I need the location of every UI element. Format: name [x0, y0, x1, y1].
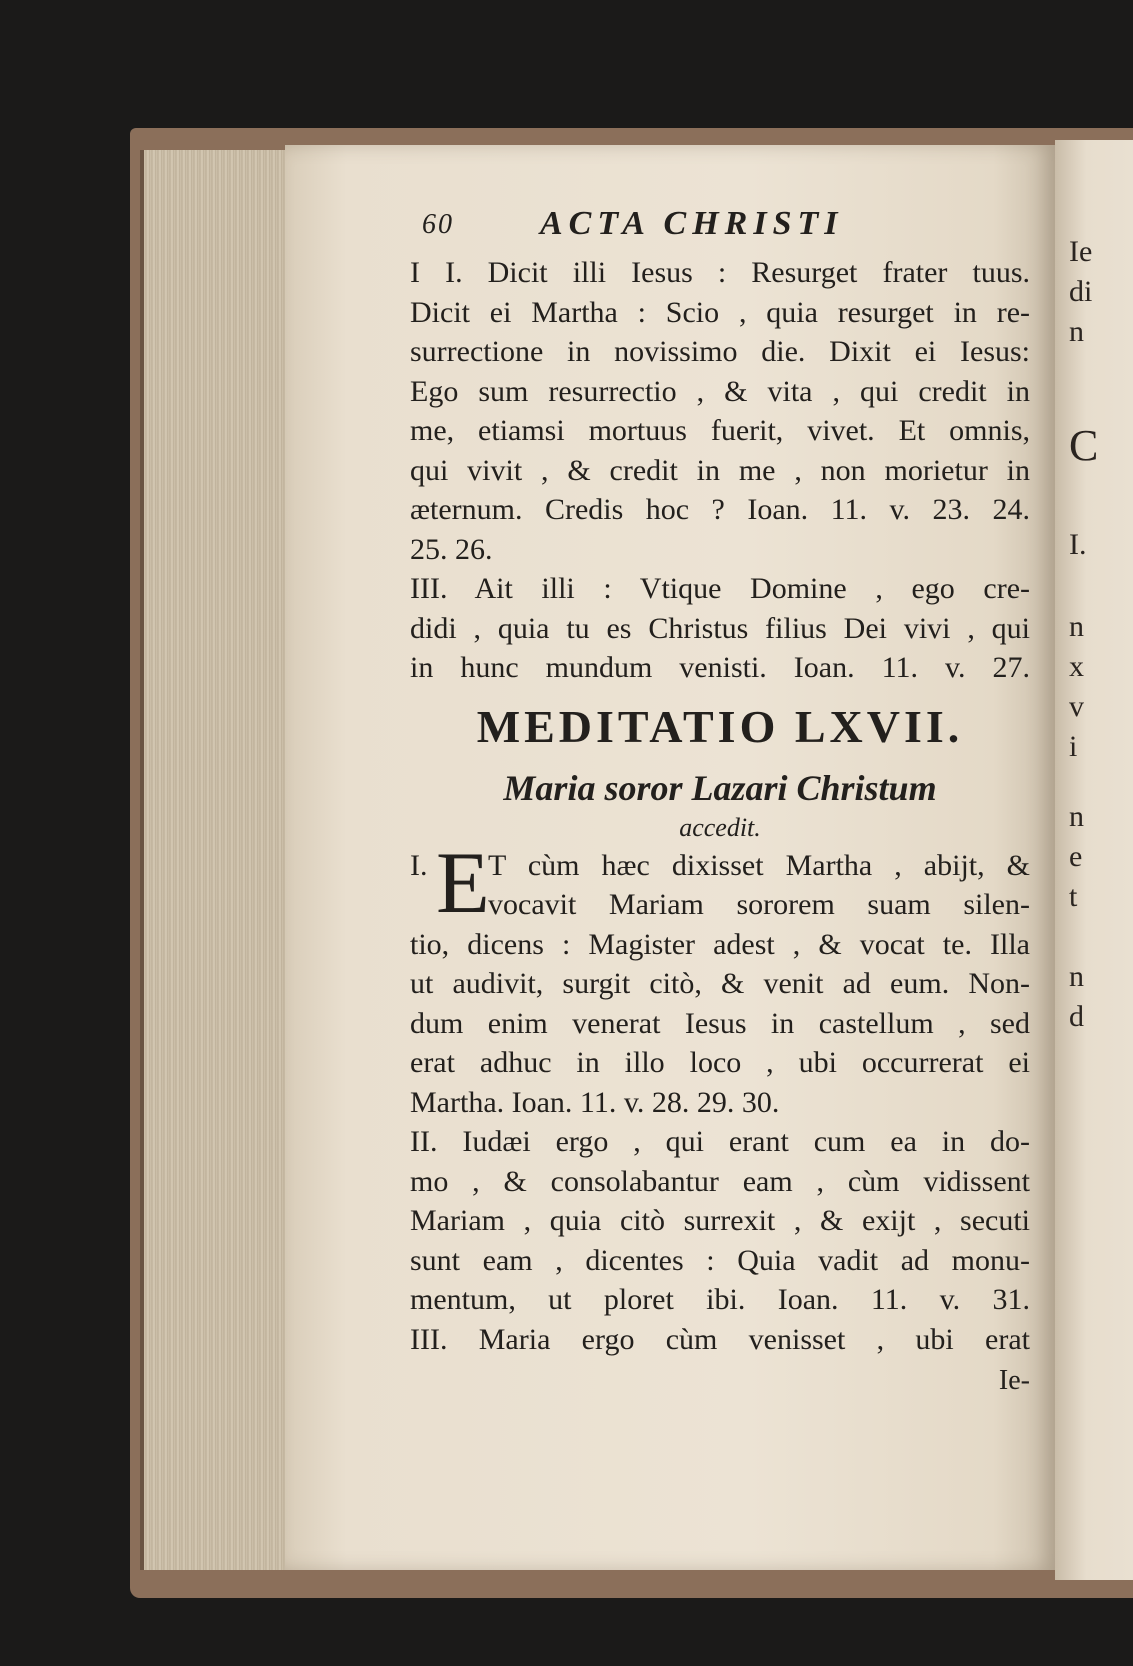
right-page-fragment: x [1069, 650, 1084, 683]
meditation-heading: MEDITATIO LXVII. [476, 700, 964, 752]
page-text [410, 205, 1030, 1401]
section-numeral: I. [410, 848, 428, 882]
text-line: Martha. Ioan. 11. v. 28. 29. 30. [410, 1085, 780, 1119]
text-line: III. Ait illi : Vtique Domine , ego cre- [410, 572, 1030, 605]
right-page-fragment: d [1069, 1000, 1084, 1033]
right-page-edge [1055, 140, 1133, 1580]
text-line: me, etiamsi mortuus fuerit, vivet. Et omnis, [410, 414, 1030, 447]
right-page-fragment: e [1069, 840, 1083, 873]
text-line: didi , quia tu es Christus filius Dei vivi , qui [410, 611, 1030, 645]
text-line: I I. Dicit illi Iesus : Resurget frater tuus. [410, 256, 1030, 289]
section-1 [410, 253, 1030, 688]
right-page-fragment: I. [1069, 528, 1087, 561]
right-page-fragment: C [1069, 421, 1099, 470]
text-line: in hunc mundum venisti. Ioan. 11. v. 27. [410, 651, 1030, 684]
right-page-fragment: n [1069, 610, 1084, 643]
running-title: ACTA CHRISTI [540, 205, 844, 242]
right-page-fragment: n [1069, 800, 1084, 833]
text-line: III. Maria ergo cùm venisset , ubi erat [410, 1322, 1030, 1356]
right-page-fragment: di [1069, 275, 1093, 308]
text-line: surrectione in novissimo die. Dixit ei Iesus: [410, 335, 1030, 368]
text-line: æternum. Credis hoc ? Ioan. 11. v. 23. 24. [410, 493, 1030, 526]
folio-number: 60 [422, 209, 454, 240]
catchword: Ie- [998, 1365, 1030, 1396]
text-line: mentum, ut ploret ibi. Ioan. 11. v. 31. [410, 1283, 1030, 1316]
text-line: Ego sum resurrectio , & vita , qui credit in [410, 374, 1030, 408]
right-page-fragment: t [1069, 880, 1078, 913]
text-line: erat adhuc in illo loco , ubi occurrerat ei [410, 1046, 1030, 1079]
text-line: mo , & consolabantur eam , cùm vidissent [410, 1164, 1030, 1198]
text-line: Mariam , quia citò surrexit , & exijt , secuti [410, 1204, 1030, 1237]
text-line: II. Iudæi ergo , qui erant cum ea in do- [410, 1125, 1030, 1158]
page-header [410, 205, 1030, 253]
text-line: dum enim venerat Iesus in castellum , sed [410, 1006, 1030, 1040]
dropcap-paragraph [410, 834, 1030, 932]
text-line: 25. 26. [410, 532, 493, 566]
right-page-fragment: i [1069, 730, 1078, 763]
right-page-fragment: Ie [1069, 235, 1093, 268]
drop-cap: E [436, 834, 490, 932]
meditation-subtitle-continued: accedit. [679, 812, 761, 842]
text-line: ut audivit, surgit citò, & venit ad eum. Non- [410, 967, 1030, 1000]
meditation-subtitle: Maria soror Lazari Christum [503, 767, 937, 808]
right-page-fragment: n [1069, 960, 1084, 993]
page-block-edge [140, 150, 294, 1570]
text-line: Dicit ei Martha : Scio , quia resurget in re- [410, 295, 1030, 329]
section-2 [410, 834, 1030, 1402]
right-page-fragment: n [1069, 315, 1084, 348]
right-page-fragment: v [1069, 690, 1084, 723]
text-line: tio, dicens : Magister adest , & vocat te. Illa [410, 927, 1030, 961]
text-line: qui vivit , & credit in me , non morietur in [410, 453, 1030, 487]
text-line: T cùm hæc dixisset Martha , abijt, & [488, 848, 1030, 882]
text-line: sunt eam , dicentes : Quia vadit ad monu- [410, 1243, 1030, 1277]
text-line: vocavit Mariam sororem suam silen- [488, 888, 1030, 921]
